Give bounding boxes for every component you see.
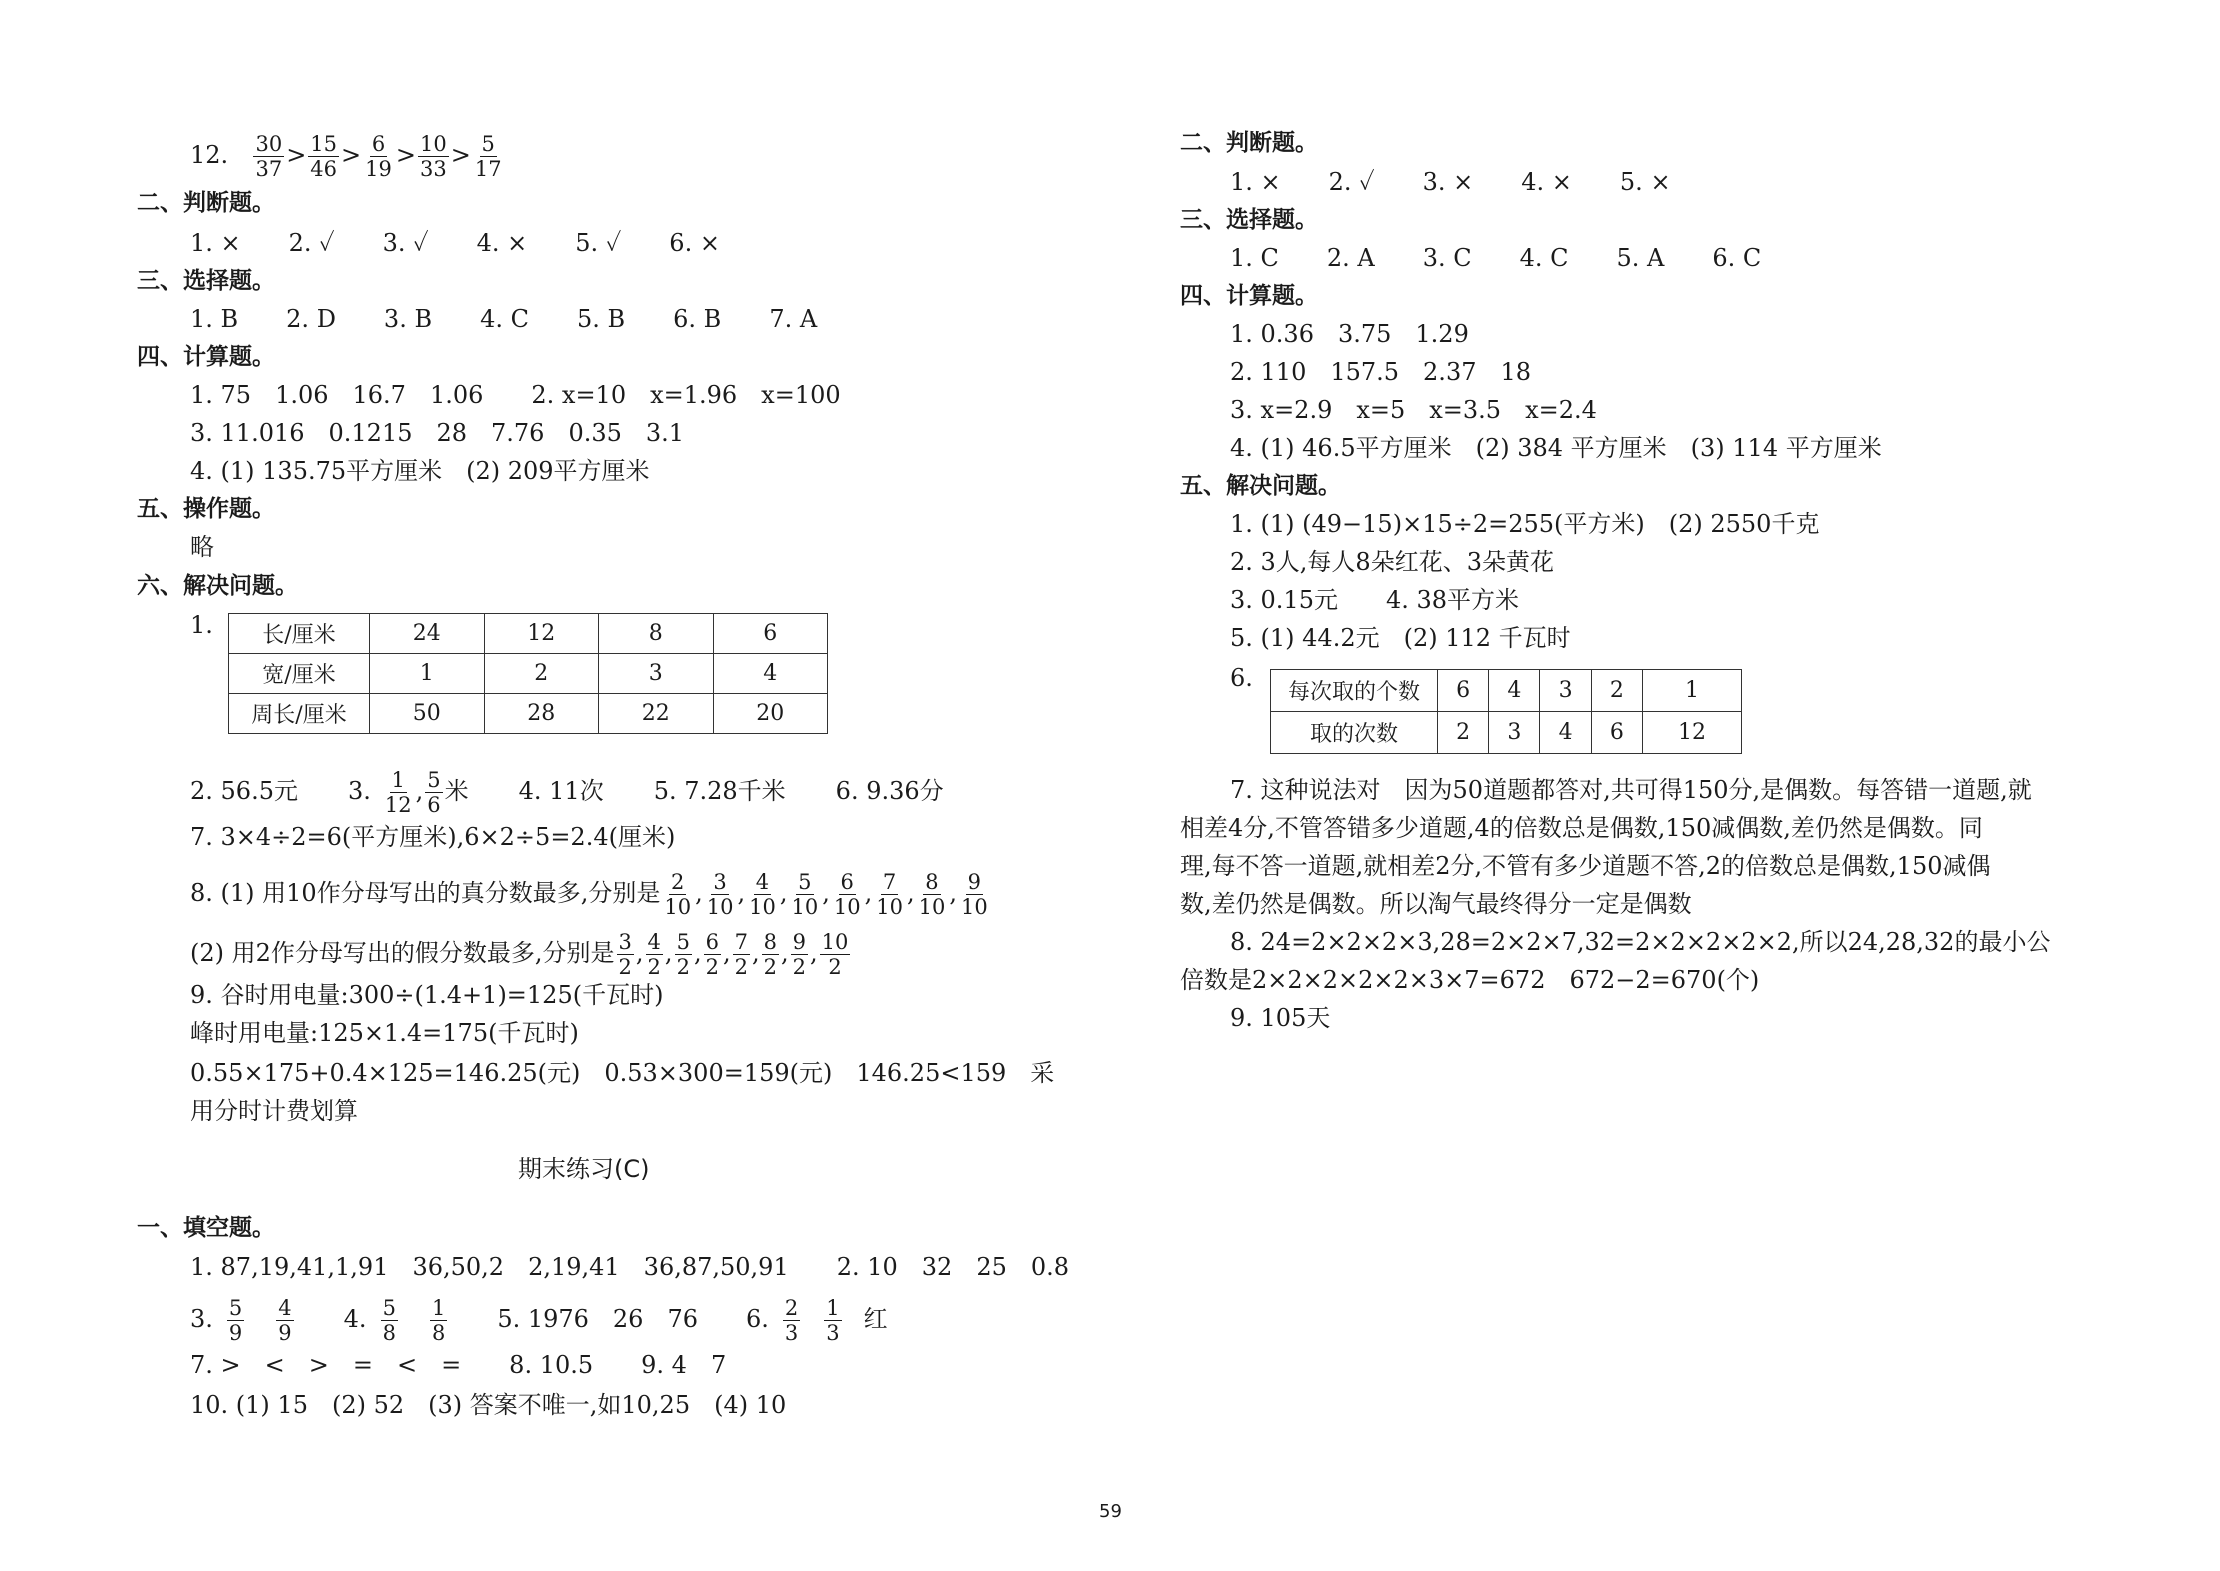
question-number: 1. bbox=[190, 611, 213, 639]
choice-answers: 1. C 2. A 3. C 4. C 5. A 6. C bbox=[1230, 244, 1762, 272]
fraction: $\frac{6}{10}$ bbox=[833, 870, 861, 919]
fill-blank-line: 10. (1) 15 (2) 52 (3) 答案不唯一,如10,25 (4) 10 bbox=[190, 1391, 787, 1419]
calculation-line: 2. 110 157.5 2.37 18 bbox=[1230, 358, 1532, 386]
table-row bbox=[1271, 712, 1742, 754]
problem-answer: 2. 3人,每人8朵红花、3朵黄花 bbox=[1230, 548, 1554, 576]
table-cell: 1 bbox=[370, 654, 485, 694]
fraction: $\frac{4}{10}$ bbox=[749, 870, 776, 919]
fraction: $\frac{8}{10}$ bbox=[918, 870, 946, 919]
table-cell: 取的次数 bbox=[1271, 712, 1438, 754]
fraction: $\frac{5}{8}$ bbox=[382, 1296, 396, 1345]
fraction: $\frac{1}{12}$ bbox=[384, 768, 412, 817]
fraction: $\frac{10}{33}$ bbox=[419, 132, 447, 181]
section-heading-problem-solving: 六、解决问题。 bbox=[137, 573, 298, 599]
answer-7: 7. 3×4÷2=6(平方厘米),6×2÷5=2.4(厘米) bbox=[190, 823, 676, 851]
section-title-final-exercise-c: 期末练习(C) bbox=[518, 1155, 650, 1183]
fraction: $\frac{6}{2}$ bbox=[705, 930, 719, 979]
problem-answer: 5. (1) 44.2元 (2) 112 千瓦时 bbox=[1230, 624, 1571, 652]
table-cell: 3 bbox=[1540, 670, 1591, 712]
table-cell: 12 bbox=[1642, 712, 1741, 754]
table-cell: 8 bbox=[599, 614, 714, 654]
section-heading-choice: 三、选择题。 bbox=[1180, 207, 1318, 233]
fill-blank-line: 3. $\frac{5}{9}$ $\frac{4}{9}$ 4. $\frac{5}{8}$ $\frac{1}{8}$ 5. 1976 26 76 6. $\frac{2}{3}$ $\frac{1}{3}$ 红 bbox=[190, 1296, 888, 1345]
answer-8-part2: (2) 用2作分母写出的假分数最多,分别是 $\frac{3}{2}$ , $\frac{4}{2}$ , $\frac{5}{2}$ , $\frac{6}{2}$ , $\frac{7}{2}$ , $\frac{8}{2}$ , $\frac{9}{2}$ , $\frac{10}{2}$ bbox=[190, 930, 849, 979]
fraction: $\frac{5}{10}$ bbox=[791, 870, 819, 919]
answer-7-paragraph: 7. 这种说法对 因为50道题都答对,共可得150分,是偶数。每答错一道题,就 bbox=[1230, 776, 2032, 804]
calculation-line: 1. 75 1.06 16.7 1.06 2. x=10 x=1.96 x=100 bbox=[190, 381, 841, 409]
fraction: $\frac{2}{10}$ bbox=[664, 870, 692, 919]
fraction: $\frac{3}{2}$ bbox=[618, 930, 632, 979]
table-cell: 20 bbox=[713, 694, 828, 734]
table-cell: 1 bbox=[1642, 670, 1741, 712]
table-row bbox=[229, 694, 828, 734]
fraction: $\frac{7}{2}$ bbox=[734, 930, 748, 979]
section-heading-judgment: 二、判断题。 bbox=[137, 190, 275, 216]
fraction: $\frac{15}{46}$ bbox=[310, 132, 338, 181]
fraction: $\frac{2}{3}$ bbox=[784, 1296, 799, 1345]
fill-blank-line: 1. 87,19,41,1,91 36,50,2 2,19,41 36,87,50,91 2. 10 32 25 0.8 bbox=[190, 1253, 1070, 1281]
section-heading-judgment: 二、判断题。 bbox=[1180, 130, 1318, 156]
calculation-line: 3. x=2.9 x=5 x=3.5 x=2.4 bbox=[1230, 396, 1597, 424]
judgment-answers: 1. × 2. ✓ 3. × 4. × 5. × bbox=[1230, 168, 1671, 196]
answer-9: 9. 105天 bbox=[1230, 1004, 1331, 1032]
rectangle-dimension-table bbox=[228, 613, 828, 734]
section-heading-fill-blanks: 一、填空题。 bbox=[137, 1215, 275, 1241]
answer-7-paragraph: 相差4分,不管答错多少道题,4的倍数总是偶数,150减偶数,差仍然是偶数。同 bbox=[1180, 814, 1983, 842]
calculation-line: 4. (1) 135.75平方厘米 (2) 209平方厘米 bbox=[190, 457, 650, 485]
table-cell: 3 bbox=[1489, 712, 1540, 754]
section-heading-operation: 五、操作题。 bbox=[137, 496, 275, 522]
calculation-line: 3. 11.016 0.1215 28 7.76 0.35 3.1 bbox=[190, 419, 685, 447]
problem-answer: 1. (1) (49−15)×15÷2=255(平方米) (2) 2550千克 bbox=[1230, 510, 1820, 538]
question-number: 6. bbox=[1230, 664, 1253, 692]
table-row bbox=[229, 654, 828, 694]
table-cell: 6 bbox=[713, 614, 828, 654]
table-cell: 6 bbox=[1591, 712, 1642, 754]
section-heading-choice: 三、选择题。 bbox=[137, 268, 275, 294]
section-heading-calculation: 四、计算题。 bbox=[1180, 283, 1318, 309]
table-row bbox=[1271, 670, 1742, 712]
table-cell: 4 bbox=[713, 654, 828, 694]
fraction: $\frac{8}{2}$ bbox=[763, 930, 777, 979]
choice-answers: 1. B 2. D 3. B 4. C 5. B 6. B 7. A bbox=[190, 305, 818, 333]
table-cell: 24 bbox=[370, 614, 485, 654]
operation-answer: 略 bbox=[190, 533, 214, 561]
fraction: $\frac{9}{10}$ bbox=[960, 870, 988, 919]
fraction: $\frac{4}{9}$ bbox=[278, 1296, 292, 1345]
judgment-answers: 1. × 2. ✓ 3. ✓ 4. × 5. ✓ 6. × bbox=[190, 229, 720, 257]
table-cell: 2 bbox=[1591, 670, 1642, 712]
answer-9-line: 用分时计费划算 bbox=[190, 1097, 358, 1125]
table-row bbox=[229, 614, 828, 654]
answer-9-line: 0.55×175+0.4×125=146.25(元) 0.53×300=159(元) 146.25<159 采 bbox=[190, 1059, 1055, 1087]
table-cell: 22 bbox=[599, 694, 714, 734]
fraction: $\frac{5}{2}$ bbox=[676, 930, 690, 979]
answer-8-paragraph: 倍数是2×2×2×2×2×3×7=672 672−2=670(个) bbox=[1180, 966, 1760, 994]
fraction: $\frac{1}{8}$ bbox=[431, 1296, 446, 1345]
take-count-table bbox=[1270, 669, 1742, 754]
calculation-line: 4. (1) 46.5平方厘米 (2) 384 平方厘米 (3) 114 平方厘米 bbox=[1230, 434, 1882, 462]
section-heading-problem-solving: 五、解决问题。 bbox=[1180, 473, 1341, 499]
fraction: $\frac{5}{9}$ bbox=[228, 1296, 243, 1345]
page-number: 59 bbox=[1099, 1501, 1122, 1522]
section-heading-calculation: 四、计算题。 bbox=[137, 344, 275, 370]
problem-answer: 3. 0.15元 4. 38平方米 bbox=[1230, 586, 1520, 614]
answer-7-paragraph: 理,每不答一道题,就相差2分,不管有多少道题不答,2的倍数总是偶数,150减偶 bbox=[1180, 852, 1991, 880]
table-cell: 50 bbox=[370, 694, 485, 734]
calculation-line: 1. 0.36 3.75 1.29 bbox=[1230, 320, 1469, 348]
table-cell: 3 bbox=[599, 654, 714, 694]
table-cell: 宽/厘米 bbox=[229, 654, 370, 694]
fraction: $\frac{30}{37}$ bbox=[255, 132, 283, 181]
table-cell: 2 bbox=[1438, 712, 1489, 754]
answer-9-line: 峰时用电量:125×1.4=175(千瓦时) bbox=[190, 1019, 579, 1047]
fraction: $\frac{6}{19}$ bbox=[365, 132, 392, 181]
table-cell: 28 bbox=[484, 694, 599, 734]
table-cell: 4 bbox=[1489, 670, 1540, 712]
table-cell: 6 bbox=[1438, 670, 1489, 712]
table-cell: 2 bbox=[484, 654, 599, 694]
table-cell: 每次取的个数 bbox=[1271, 670, 1438, 712]
fraction: $\frac{3}{10}$ bbox=[706, 870, 734, 919]
answer-7-paragraph: 数,差仍然是偶数。所以淘气最终得分一定是偶数 bbox=[1180, 890, 1692, 918]
answer-9-line: 9. 谷时用电量:300÷(1.4+1)=125(千瓦时) bbox=[190, 981, 664, 1009]
q12-fraction-order: 12. $\frac{30}{37}$ > $\frac{15}{46}$ > $\frac{6}{19}$ > $\frac{10}{33}$ > $\frac{5}{17}$ bbox=[190, 132, 502, 181]
fraction: $\frac{5}{6}$ bbox=[427, 768, 441, 817]
fraction: $\frac{9}{2}$ bbox=[792, 930, 806, 979]
table-cell: 长/厘米 bbox=[229, 614, 370, 654]
table-cell: 周长/厘米 bbox=[229, 694, 370, 734]
fraction: $\frac{1}{3}$ bbox=[826, 1296, 840, 1345]
fraction: $\frac{4}{2}$ bbox=[647, 930, 661, 979]
answer-8-paragraph: 8. 24=2×2×2×3,28=2×2×7,32=2×2×2×2×2,所以24,28,32的最小公 bbox=[1230, 928, 2051, 956]
table-cell: 4 bbox=[1540, 712, 1591, 754]
fraction: $\frac{10}{2}$ bbox=[821, 930, 849, 979]
fill-blank-line: 7. > < > = < = 8. 10.5 9. 4 7 bbox=[190, 1351, 727, 1379]
answer-8-part1: 8. (1) 用10作分母写出的真分数最多,分别是 $\frac{2}{10}$ , $\frac{3}{10}$ , $\frac{4}{10}$ , $\frac{5}{10}$ , $\frac{6}{10}$ , $\frac{7}{10}$ , $\frac{8}{10}$ , $\frac{9}{10}$ bbox=[190, 870, 988, 919]
fraction: $\frac{7}{10}$ bbox=[876, 870, 903, 919]
table-cell: 12 bbox=[484, 614, 599, 654]
fraction: $\frac{5}{17}$ bbox=[474, 132, 502, 181]
answers-line-2-6: 2. 56.5元 3. $\frac{1}{12}$ , $\frac{5}{6}$ 米 4. 11次 5. 7.28千米 6. 9.36分 bbox=[190, 768, 944, 817]
